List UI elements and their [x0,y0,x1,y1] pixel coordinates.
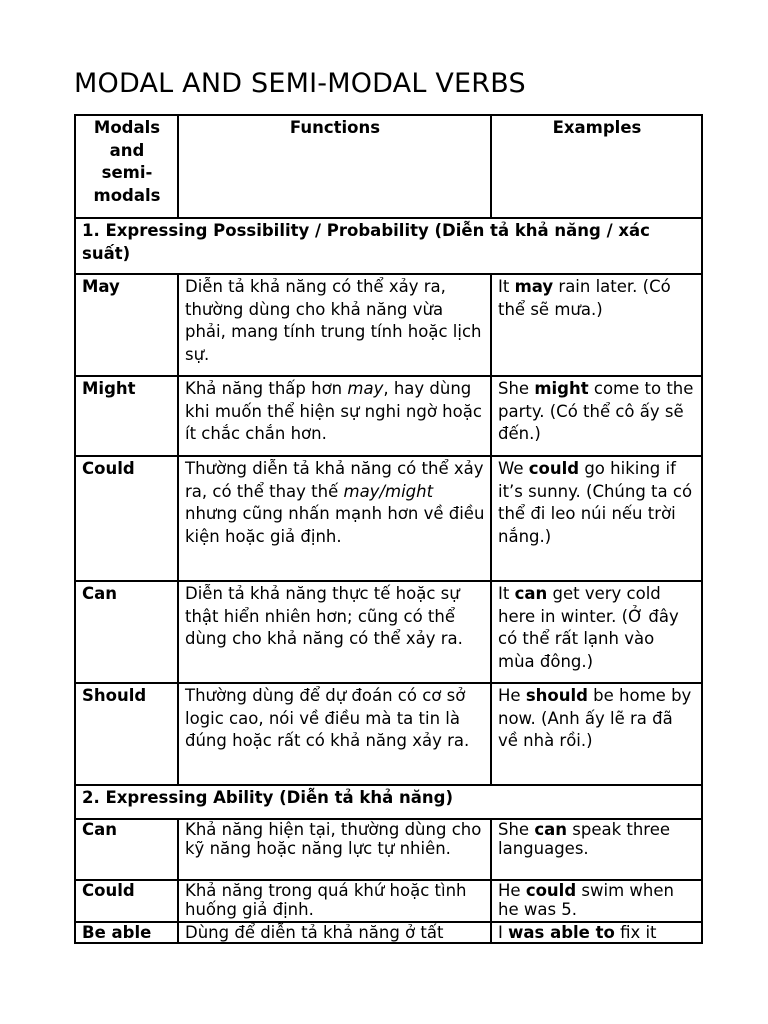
text-run: She [498,379,535,398]
text-run: Dùng để diễn tả khả năng ở tất [185,923,444,942]
table-row [75,376,702,456]
table-row [75,922,702,943]
table-header-row [75,115,702,218]
function-cell [178,922,491,943]
section-heading: 2. Expressing Ability (Diễn tả khả năng) [75,785,702,819]
function-cell [178,581,491,683]
header-functions: Functions [178,115,491,218]
table-row [75,274,702,376]
header-modals: Modals and semi-modals [75,115,178,218]
table-row [75,880,702,922]
example-cell [491,274,702,376]
table-row [75,456,702,581]
italic-term: may/might [343,481,434,501]
text-run: He [498,881,526,900]
text-run: It [498,584,515,603]
text-run: I [498,923,509,942]
text-run: fix it [614,923,657,942]
text-run: It [498,277,515,296]
function-cell [178,819,491,880]
text-run: Thường dùng để dự đoán có cơ sở logic cao, nói về điều mà ta tin là đúng hoặc rất có khả năng xảy ra. [185,686,470,751]
text-run: get very cold here in winter. (Ở đây có thể rất lạnh vào mùa đông.) [498,584,679,672]
text-run: Khả năng thấp hơn [185,379,348,398]
modal-term: Might [75,376,178,456]
header-examples: Examples [491,115,702,218]
modal-term: Could [75,880,178,922]
function-cell [178,456,491,581]
emphasized-modal: should [525,686,588,705]
text-run: , hay dùng khi muốn thể hiện sự nghi ngờ hoặc ít chắc chắn hơn. [185,379,482,444]
emphasized-modal: could [528,459,580,478]
text-run: She [498,820,535,839]
example-cell [491,456,702,581]
text-run: be home by now. (Anh ấy lẽ ra đã về nhà rồi.) [498,686,692,751]
text-run: go hiking if it’s sunny. (Chúng ta có thể đi leo núi nếu trời nắng.) [498,459,693,547]
emphasized-modal: was able to [508,923,615,942]
function-cell [178,274,491,376]
example-cell [491,376,702,456]
example-cell [491,880,702,922]
modal-term: May [75,274,178,376]
section-heading-row [75,218,702,274]
italic-term: may [347,379,384,398]
text-run: We [498,459,529,478]
modal-term: Should [75,683,178,785]
text-run: He [498,686,526,705]
text-run: Diễn tả khả năng có thể xảy ra, thường dùng cho khả năng vừa phải, mang tính trung tính hoặc lịch sự. [185,277,482,365]
text-run: swim when he was 5. [498,881,674,919]
modal-term: Can [75,819,178,880]
table-row [75,819,702,880]
emphasized-modal: could [525,881,577,900]
document-title: MODAL AND SEMI-MODAL VERBS [74,68,526,99]
table-row [75,683,702,785]
text-run: rain later. (Có thể sẽ mưa.) [498,277,671,319]
section-heading-row [75,785,702,819]
text-run: speak three languages. [498,820,671,858]
example-cell [491,683,702,785]
section-heading: 1. Expressing Possibility / Probability (Diễn tả khả năng / xác suất) [75,218,702,274]
function-cell [178,376,491,456]
text-run: Diễn tả khả năng thực tế hoặc sự thật hiển nhiên hơn; cũng có thể dùng cho khả năng có thể xảy ra. [185,584,463,649]
emphasized-modal: may [514,277,554,296]
function-cell [178,683,491,785]
text-run: Khả năng hiện tại, thường dùng cho kỹ năng hoặc năng lực tự nhiên. [185,820,482,858]
table-row [75,581,702,683]
text-run: nhưng cũng nhấn mạnh hơn về điều kiện hoặc giả định. [185,504,485,547]
text-run: Thường diễn tả khả năng có thể xảy ra, có thể thay thế [185,459,484,501]
emphasized-modal: can [514,584,548,603]
text-run: come to the party. (Có thể cô ấy sẽ đến.) [498,379,694,444]
example-cell [491,922,702,943]
modal-term: Could [75,456,178,581]
modal-term: Be able [75,922,178,943]
emphasized-modal: might [534,379,589,398]
modal-verbs-table [74,114,703,944]
function-cell [178,880,491,922]
modal-term: Can [75,581,178,683]
example-cell [491,819,702,880]
emphasized-modal: can [534,820,567,839]
text-run: Khả năng trong quá khứ hoặc tình huống giả định. [185,881,467,919]
example-cell [491,581,702,683]
